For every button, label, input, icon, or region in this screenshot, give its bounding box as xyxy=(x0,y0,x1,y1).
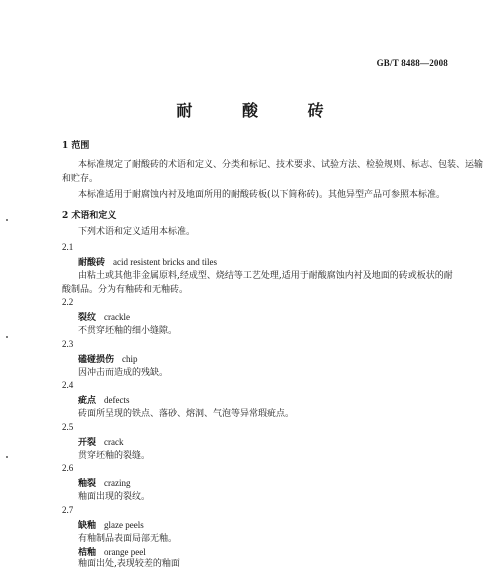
term-title xyxy=(78,256,217,269)
term-title xyxy=(78,311,130,324)
term-definition: 釉面出现的裂纹。 xyxy=(78,492,151,502)
term-chinese: 开裂 xyxy=(78,438,97,448)
terms-intro: 下列术语和定义适用本标准。 xyxy=(78,227,196,237)
term-chinese: 疵点 xyxy=(78,396,97,406)
term-number: 2.3 xyxy=(62,339,74,349)
term-definition: 釉面出处,表现较差的釉面 xyxy=(78,559,180,569)
term-title xyxy=(78,394,130,407)
scope-paragraph-applicability: 本标准适用于耐腐蚀内衬及地面所用的耐酸砖板(以下简称砖)。其他异型产品可参照本标准。 xyxy=(78,190,446,200)
term-definition: 因冲击而造成的残缺。 xyxy=(78,368,169,378)
term-title xyxy=(78,519,144,532)
scan-speck xyxy=(6,456,8,458)
term-english: chip xyxy=(122,354,138,364)
page-title: 耐 酸 砖 xyxy=(176,101,346,120)
term-chinese: 磕碰损伤 xyxy=(78,355,115,365)
term-definition: 贯穿坯釉的裂缝。 xyxy=(78,451,151,461)
term-number: 2.2 xyxy=(62,297,74,307)
section-heading-scope: 1 范围 xyxy=(62,141,90,151)
term-title xyxy=(78,353,138,366)
term-english: crazing xyxy=(104,478,131,488)
scope-paragraph-line: 本标准规定了耐酸砖的术语和定义、分类和标记、技术要求、试验方法、检验规则、标志、包装、运输 xyxy=(78,160,484,170)
term-chinese: 釉裂 xyxy=(78,479,97,489)
term-english: defects xyxy=(104,395,130,405)
term-definition: 有釉制品表面局部无釉。 xyxy=(78,534,178,544)
term-definition: 砖面所呈现的铁点、落砂、熔洞、气泡等异常瑕疵点。 xyxy=(78,409,295,419)
term-english: crack xyxy=(104,437,124,447)
section-heading-terms: 2 术语和定义 xyxy=(62,211,117,221)
term-definition: 酸制品。分为有釉砖和无釉砖。 xyxy=(62,285,189,295)
term-chinese: 桔釉 xyxy=(78,548,97,558)
term-number: 2.5 xyxy=(62,422,74,432)
scan-speck xyxy=(6,219,8,221)
scope-paragraph-line: 和贮存。 xyxy=(62,174,99,184)
term-number: 2.1 xyxy=(62,242,74,252)
term-definition: 不贯穿坯釉的细小缝隙。 xyxy=(78,326,178,336)
scan-speck xyxy=(6,336,8,338)
term-number: 2.6 xyxy=(62,463,74,473)
term-number: 2.4 xyxy=(62,380,74,390)
term-title xyxy=(78,477,131,490)
term-title xyxy=(78,436,124,449)
term-number: 2.7 xyxy=(62,505,74,515)
term-definition: 由粘土或其他非金属原料,经成型、烧结等工艺处理,适用于耐酸腐蚀内衬及地面的砖或板状的耐 xyxy=(78,271,453,281)
standard-code: GB/T 8488—2008 xyxy=(376,58,448,68)
term-english: crackle xyxy=(104,312,130,322)
term-chinese: 耐酸砖 xyxy=(78,258,106,268)
term-chinese: 裂纹 xyxy=(78,313,97,323)
term-chinese: 缺釉 xyxy=(78,521,97,531)
term-english: acid resistent bricks and tiles xyxy=(113,257,217,267)
term-english: orange peel xyxy=(104,547,146,557)
term-english: glaze peels xyxy=(104,520,144,530)
